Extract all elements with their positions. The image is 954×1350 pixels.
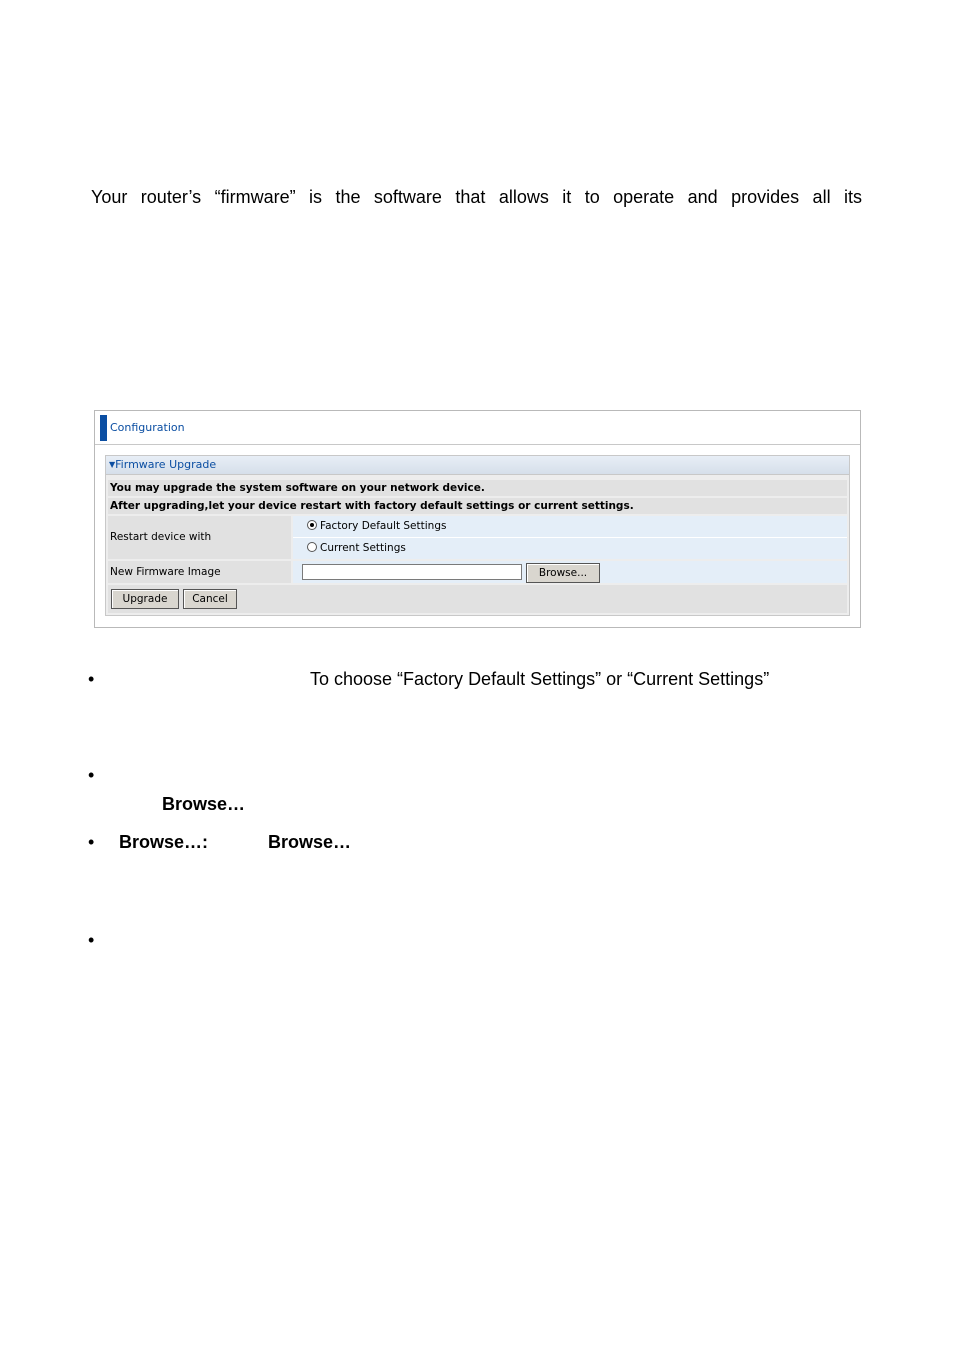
radio-factory-label: Factory Default Settings — [320, 520, 447, 532]
cancel-button[interactable]: Cancel — [183, 589, 237, 609]
firmware-label-text: New Firmware Image — [110, 566, 221, 578]
intro-paragraph: Your router’s “firmware” is the software that allows it to operate and provides all its — [91, 187, 862, 207]
firmware-browse-term: Browse… — [162, 794, 246, 814]
restart-label — [108, 516, 291, 559]
bullet-1: • — [88, 669, 95, 689]
collapse-triangle-icon: ▼ — [109, 460, 116, 469]
restart-description: To choose “Factory Default Settings” or “Current Settings” — [310, 669, 770, 689]
bullet-4: • — [88, 930, 95, 950]
firmware-label — [108, 561, 291, 583]
browse-button[interactable]: Browse... — [526, 563, 600, 583]
restart-options — [293, 516, 847, 559]
radio-unchecked-icon[interactable] — [307, 542, 317, 552]
info-line-2: After upgrading,let your device restart with factory default settings or current settings. — [108, 498, 847, 514]
browse-term-label: Browse…: — [119, 832, 209, 852]
row-divider — [293, 537, 847, 538]
firmware-upgrade-section — [105, 455, 850, 616]
panel-title: Configuration — [110, 421, 185, 434]
browse-term-inline: Browse… — [268, 832, 352, 852]
firmware-file-input[interactable] — [302, 564, 522, 580]
action-bar — [108, 585, 847, 613]
header-accent-bar — [100, 415, 107, 441]
restart-label-text: Restart device with — [110, 531, 212, 543]
bullet-2: • — [88, 765, 95, 785]
radio-current-settings[interactable] — [307, 542, 406, 554]
panel-header — [95, 411, 860, 445]
bullet-3: • — [88, 832, 95, 852]
radio-factory-default[interactable] — [307, 520, 446, 532]
radio-current-label: Current Settings — [320, 542, 406, 554]
upgrade-button[interactable]: Upgrade — [111, 589, 179, 609]
section-header[interactable] — [106, 456, 849, 475]
info-line-1: You may upgrade the system software on your network device. — [108, 480, 847, 496]
radio-checked-icon[interactable] — [307, 520, 317, 530]
firmware-screenshot-panel — [94, 410, 861, 628]
section-title: Firmware Upgrade — [115, 458, 217, 471]
firmware-field-cell — [293, 561, 847, 583]
